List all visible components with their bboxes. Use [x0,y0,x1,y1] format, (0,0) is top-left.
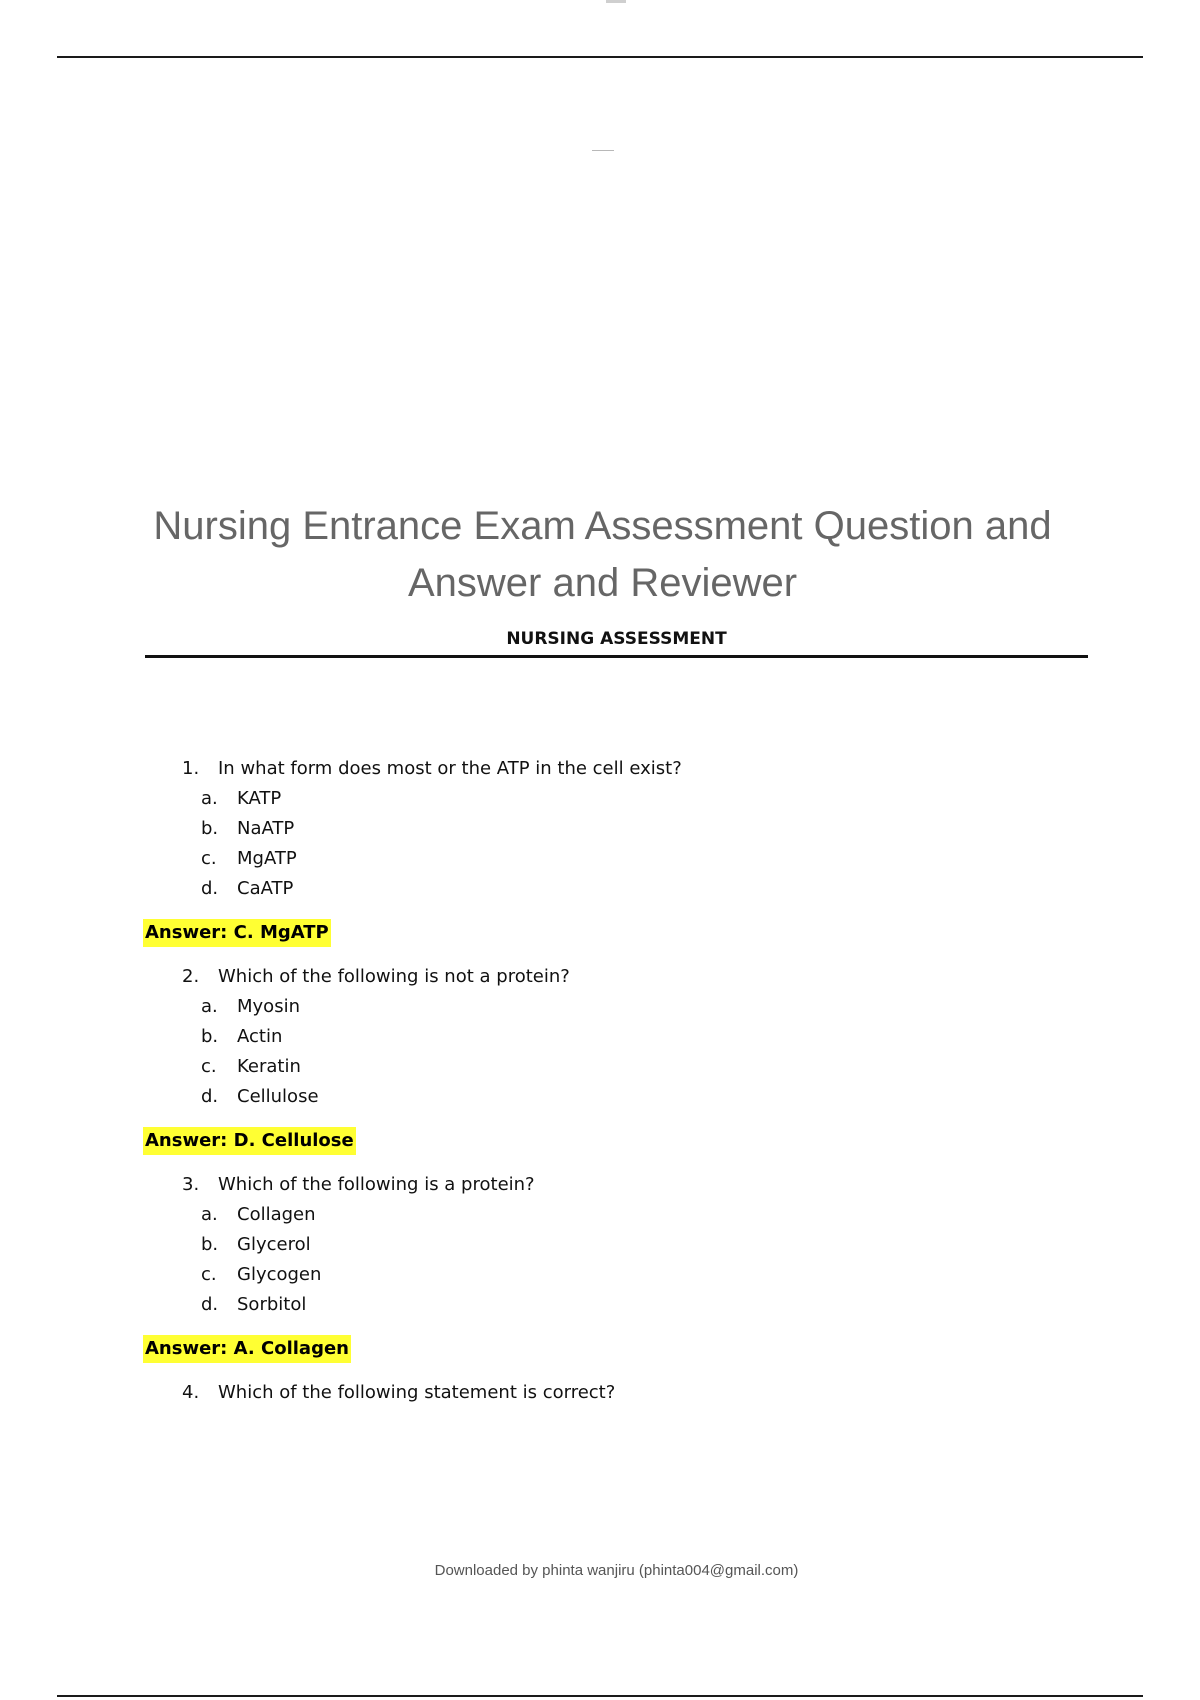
question-number: 4. [182,1382,200,1403]
option-text: Keratin [237,1056,301,1077]
option-text: KATP [237,788,282,809]
question-line [0,962,1200,992]
highlighted-answer: Answer: A. Collagen [143,1335,351,1363]
option-letter: b. [201,818,219,839]
question-block [0,754,1200,948]
header-dash [592,150,614,151]
option-letter: a. [201,1204,218,1225]
option-text: Myosin [237,996,300,1017]
header-rule [57,56,1143,58]
option-text: Cellulose [237,1086,319,1107]
answer-option [0,874,1200,904]
option-letter: d. [201,1086,219,1107]
question-text: Which of the following statement is correct? [218,1382,616,1403]
answer-option [0,1260,1200,1290]
question-block [0,1378,1200,1408]
option-text: Actin [237,1026,283,1047]
question-number: 2. [182,966,200,987]
question-line [0,1170,1200,1200]
option-text: MgATP [237,848,297,869]
option-letter: d. [201,1294,219,1315]
answer-option [0,1230,1200,1260]
option-text: CaATP [237,878,294,899]
question-text: In what form does most or the ATP in the cell exist? [218,758,682,779]
option-letter: c. [201,848,217,869]
option-text: Collagen [237,1204,316,1225]
option-text: NaATP [237,818,295,839]
answer-option [0,1022,1200,1052]
question-line [0,1378,1200,1408]
question-number: 1. [182,758,200,779]
footer-rule [57,1695,1143,1697]
question-list [0,754,1200,1408]
question-text: Which of the following is not a protein? [218,966,570,987]
question-block [0,962,1200,1156]
document-title-line-1: Nursing Entrance Exam Assessment Question and [153,504,1052,548]
answer-option [0,844,1200,874]
answer-option [0,784,1200,814]
document-title-line-2: Answer and Reviewer [407,561,798,605]
answer-option [0,1200,1200,1230]
highlighted-answer: Answer: D. Cellulose [143,1127,356,1155]
section-heading: NURSING ASSESSMENT [506,629,727,649]
option-letter: b. [201,1234,219,1255]
answer-option [0,1052,1200,1082]
option-text: Glycogen [237,1264,322,1285]
page-top-mark [606,0,626,3]
answer-option [0,992,1200,1022]
answer-option [0,1082,1200,1112]
answer-option [0,814,1200,844]
option-letter: a. [201,996,218,1017]
download-footer: Downloaded by phinta wanjiru (phinta004@gmail.com) [434,1562,799,1579]
answer-row [0,1126,1200,1156]
option-letter: b. [201,1026,219,1047]
answer-row [0,918,1200,948]
question-number: 3. [182,1174,200,1195]
option-letter: a. [201,788,218,809]
highlighted-answer: Answer: C. MgATP [143,919,331,947]
option-letter: d. [201,878,219,899]
section-rule [145,655,1088,658]
answer-option [0,1290,1200,1320]
option-letter: c. [201,1056,217,1077]
question-line [0,754,1200,784]
answer-row [0,1334,1200,1364]
option-text: Glycerol [237,1234,311,1255]
option-letter: c. [201,1264,217,1285]
question-block [0,1170,1200,1364]
document-title [100,498,1105,612]
option-text: Sorbitol [237,1294,307,1315]
question-text: Which of the following is a protein? [218,1174,535,1195]
